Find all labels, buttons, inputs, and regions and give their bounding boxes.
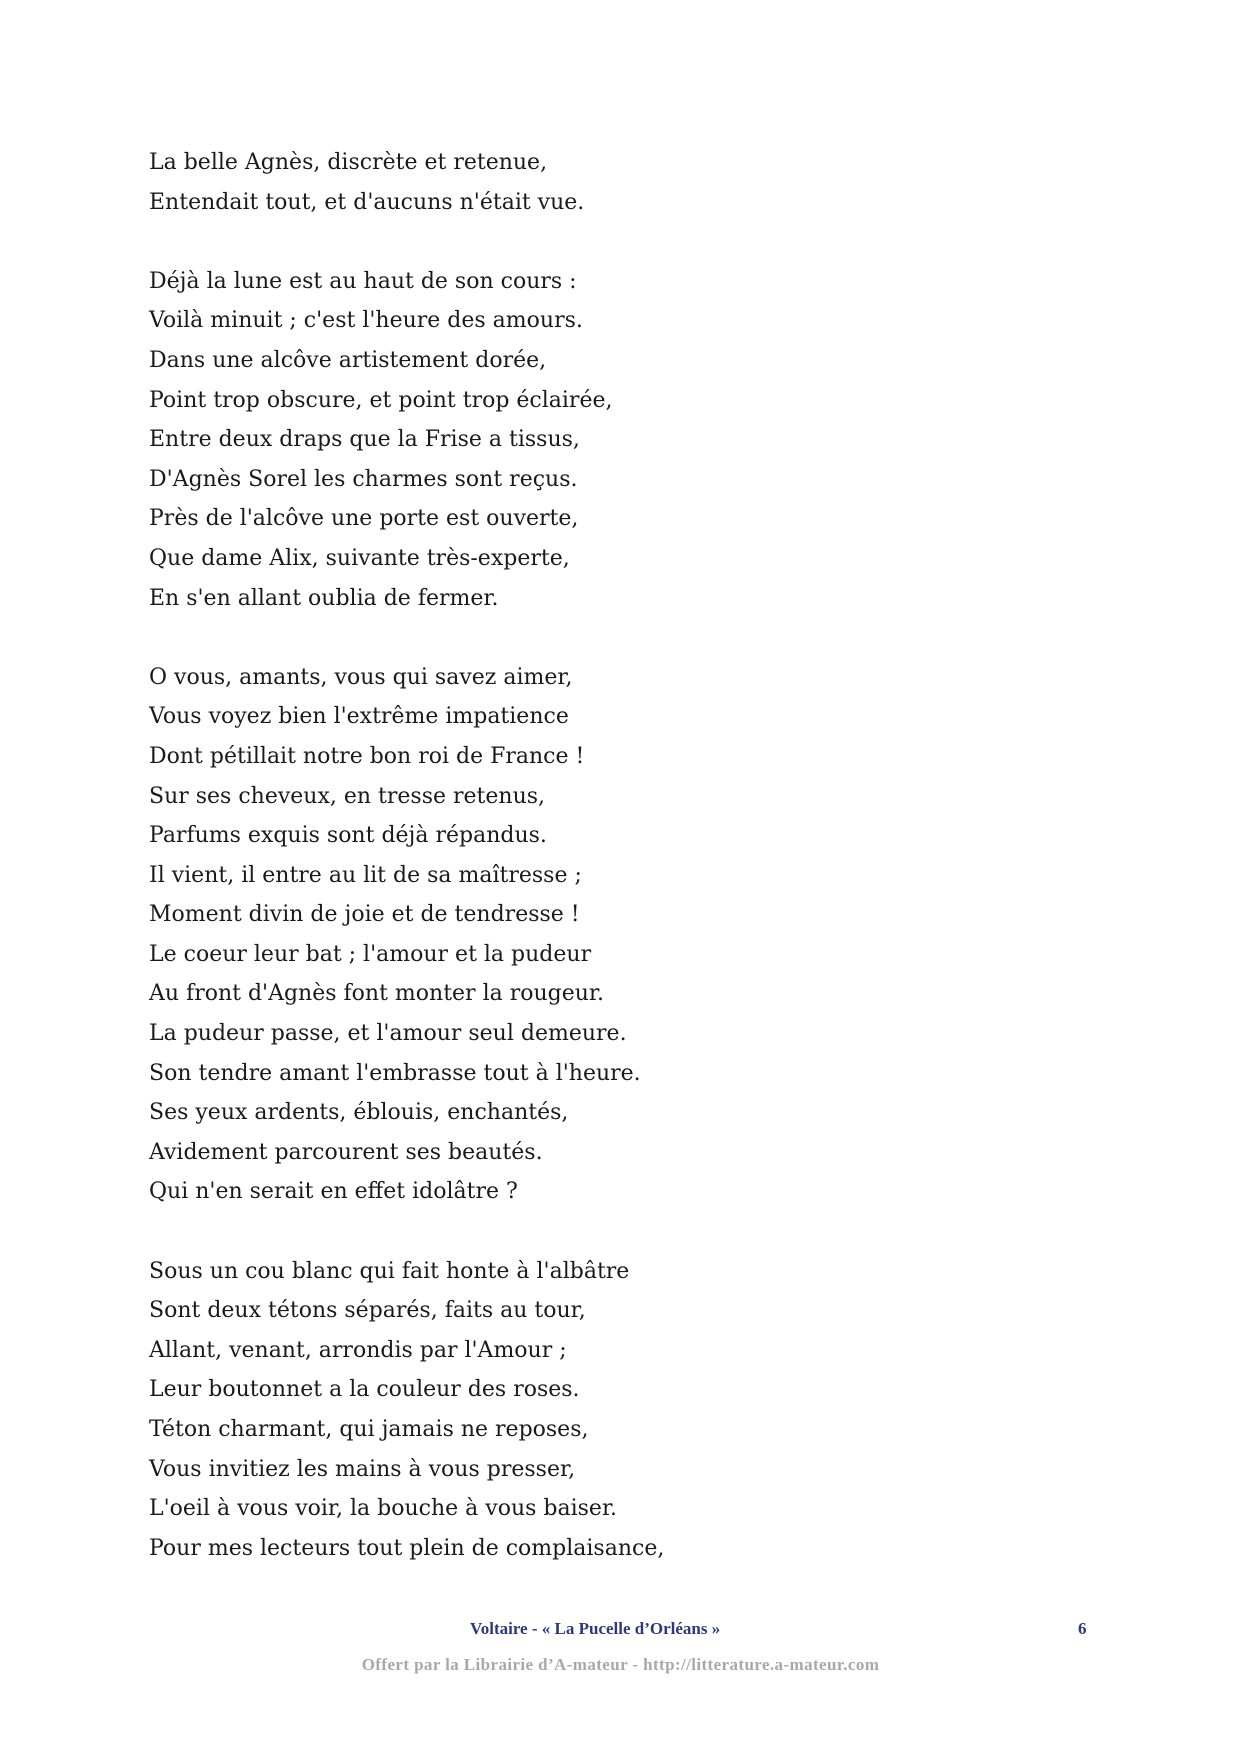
verse-line: L'oeil à vous voir, la bouche à vous baiser. <box>149 1496 618 1522</box>
verse-line: Voilà minuit ; c'est l'heure des amours. <box>149 308 583 334</box>
verse-line: La belle Agnès, discrète et retenue, <box>149 150 548 175</box>
verse-line: Sur ses cheveux, en tresse retenus, <box>149 783 546 809</box>
verse-line: D'Agnès Sorel les charmes sont reçus. <box>149 466 578 492</box>
verse-line: Sous un cou blanc qui fait honte à l'albâtre <box>149 1258 630 1284</box>
verse-line: Au front d'Agnès font monter la rougeur. <box>149 981 605 1007</box>
verse-line: Point trop obscure, et point trop éclairée, <box>149 387 613 413</box>
verse-line: Sont deux tétons séparés, faits au tour, <box>149 1298 586 1324</box>
verse-line: En s'en allant oublia de fermer. <box>149 585 499 611</box>
verse-line: Allant, venant, arrondis par l'Amour ; <box>149 1337 567 1363</box>
verse-line: O vous, amants, vous qui savez aimer, <box>149 664 573 690</box>
verse-line: Qui n'en serait en effet idolâtre ? <box>149 1179 518 1205</box>
verse-line: Téton charmant, qui jamais ne reposes, <box>149 1417 589 1442</box>
verse-line: Entre deux draps que la Frise a tissus, <box>149 427 580 453</box>
verse-line: Moment divin de joie et de tendresse ! <box>149 902 580 928</box>
verse-line: Parfums exquis sont déjà répandus. <box>149 823 547 849</box>
verse-line: Leur boutonnet a la couleur des roses. <box>149 1377 580 1403</box>
footer-credit: Offert par la Librairie d’A-mateur - http://litterature.a-mateur.com <box>361 1655 880 1674</box>
verse-line: Vous voyez bien l'extrême impatience <box>149 704 569 730</box>
poem-body <box>149 143 1049 1608</box>
verse-line: Ses yeux ardents, éblouis, enchantés, <box>149 1100 569 1126</box>
verse-line: Avidement parcourent ses beautés. <box>149 1139 543 1165</box>
verse-line: Pour mes lecteurs tout plein de complaisance, <box>149 1535 665 1561</box>
stanza <box>149 143 1049 222</box>
stanza <box>149 658 1049 1212</box>
verse-line: Déjà la lune est au haut de son cours : <box>149 268 577 294</box>
stanza <box>149 262 1049 618</box>
stanza <box>149 1252 1049 1569</box>
verse-line: Que dame Alix, suivante très-experte, <box>149 545 570 571</box>
verse-line: Entendait tout, et d'aucuns n'était vue. <box>149 189 585 215</box>
verse-line: Dont pétillait notre bon roi de France ! <box>149 743 585 769</box>
verse-line: Dans une alcôve artistement dorée, <box>149 347 547 373</box>
verse-line: Le coeur leur bat ; l'amour et la pudeur <box>149 941 592 967</box>
page-footer <box>0 1619 1241 1643</box>
verse-line: Près de l'alcôve une porte est ouverte, <box>149 506 579 532</box>
page-number: 6 <box>1078 1619 1087 1638</box>
verse-line: Son tendre amant l'embrasse tout à l'heure. <box>149 1060 641 1086</box>
footer-title: Voltaire - « La Pucelle d’Orléans » <box>470 1619 721 1638</box>
verse-line: La pudeur passe, et l'amour seul demeure. <box>149 1021 627 1047</box>
verse-line: Il vient, il entre au lit de sa maîtresse ; <box>149 862 582 888</box>
verse-line: Vous invitiez les mains à vous presser, <box>149 1456 576 1482</box>
